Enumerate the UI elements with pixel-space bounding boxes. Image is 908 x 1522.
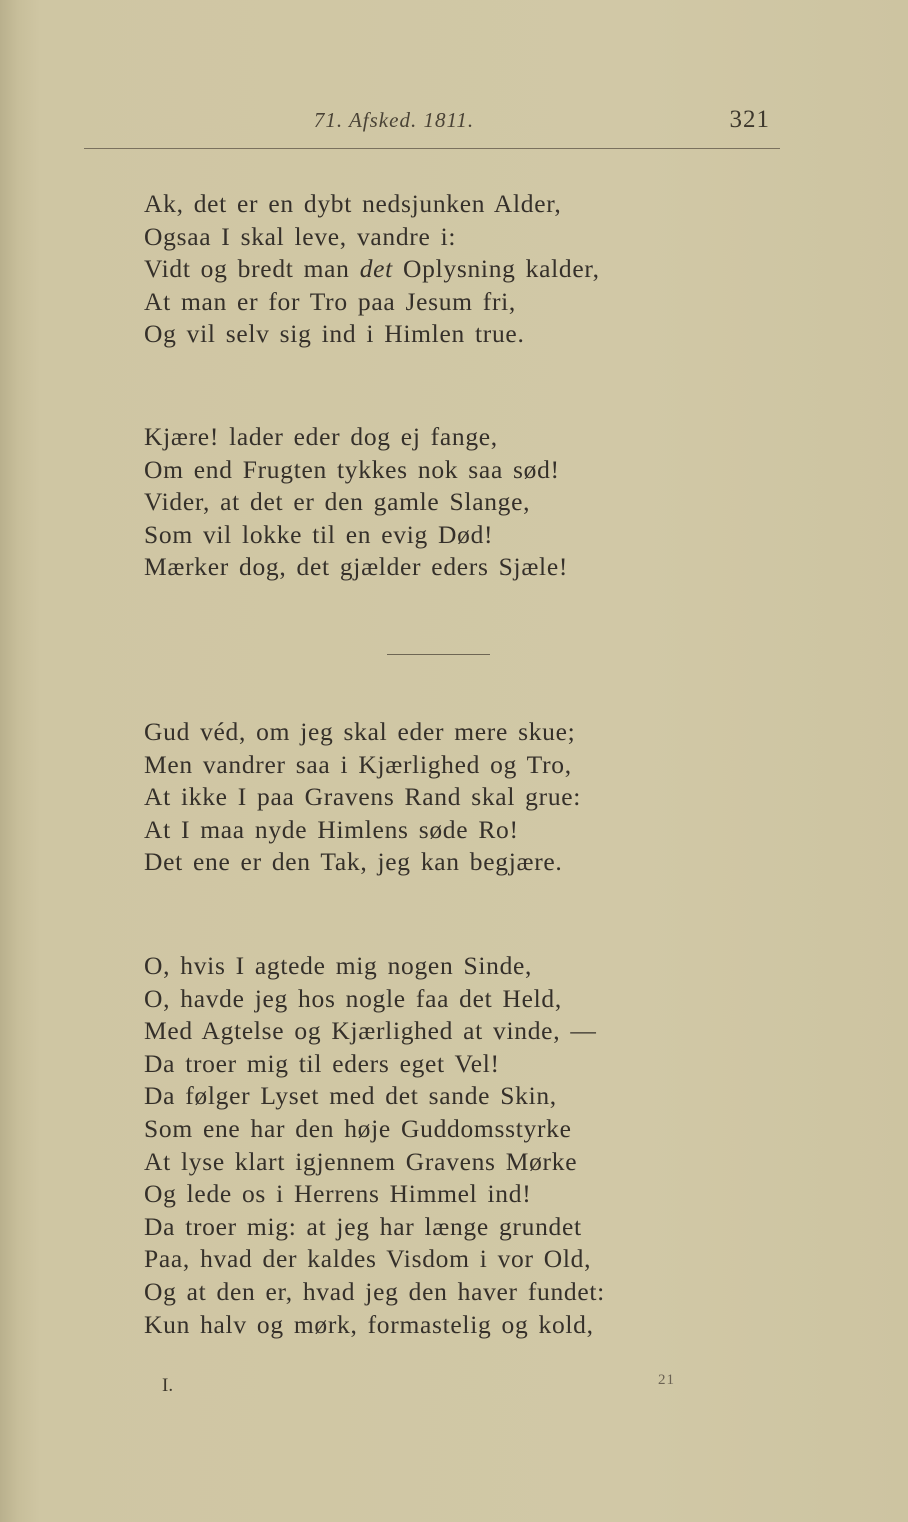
emphasis-text: det <box>359 254 393 284</box>
stanza-3 <box>144 716 581 879</box>
verse-line: At lyse klart igjennem Gravens Mørke <box>144 1146 578 1176</box>
verse-line: At ikke I paa Gravens Rand skal grue: <box>144 782 582 812</box>
verse-line: Kjære! lader eder dog ej fange, <box>144 422 498 451</box>
verse-line: Ak, det er en dybt nedsjunken Alder, <box>144 189 562 218</box>
verse-line: Da troer mig til eders eget Vel! <box>144 1048 500 1078</box>
verse-line: Kun halv og mørk, formastelig og kold, <box>144 1309 594 1339</box>
verse-line: Ogsaa I skal leve, vandre i: <box>144 221 457 251</box>
verse-line: Som vil lokke til en evig Død! <box>144 519 494 549</box>
gathering-signature-number: 21 <box>658 1372 675 1388</box>
verse-line: Gud véd, om jeg skal eder mere skue; <box>144 717 576 746</box>
verse-line: Og at den er, hvad jeg den haver fundet: <box>144 1276 605 1306</box>
verse-line: Vidt og bredt man det Oplysning kalder, <box>144 254 600 284</box>
verse-line: Da troer mig: at jeg har længe grundet <box>144 1211 582 1241</box>
running-head <box>84 104 780 140</box>
verse-line: At I maa nyde Himlens søde Ro! <box>144 814 519 844</box>
header-rule <box>84 148 780 149</box>
verse-line: Vider, at det er den gamle Slange, <box>144 487 531 517</box>
verse-line: O, hvis I agtede mig nogen Sinde, <box>144 951 533 980</box>
running-title: 71. Afsked. 1811. <box>313 108 475 132</box>
stanza-4 <box>144 950 605 1341</box>
verse-line: Og vil selv sig ind i Himlen true. <box>144 319 525 349</box>
verse-line: At man er for Tro paa Jesum fri, <box>144 286 517 316</box>
verse-line: Med Agtelse og Kjærlighed at vinde, — <box>144 1016 597 1046</box>
verse-line: O, havde jeg hos nogle faa det Held, <box>144 983 562 1013</box>
page-number: 321 <box>729 106 770 133</box>
verse-line: Paa, hvad der kaldes Visdom i vor Old, <box>144 1244 592 1274</box>
stanza-2 <box>144 421 568 584</box>
volume-signature-mark: I. <box>162 1375 174 1396</box>
verse-line: Det ene er den Tak, jeg kan begjære. <box>144 847 563 877</box>
verse-line: Men vandrer saa i Kjærlighed og Tro, <box>144 749 572 779</box>
verse-line: Som ene har den høje Guddomsstyrke <box>144 1113 572 1143</box>
verse-line: Om end Frugten tykkes nok saa sød! <box>144 454 560 484</box>
verse-line: Mærker dog, det gjælder eders Sjæle! <box>144 552 569 582</box>
stanza-1 <box>144 188 600 351</box>
verse-line: Og lede os i Herrens Himmel ind! <box>144 1179 532 1209</box>
verse-line: Da følger Lyset med det sande Skin, <box>144 1081 557 1111</box>
section-divider <box>387 654 490 655</box>
